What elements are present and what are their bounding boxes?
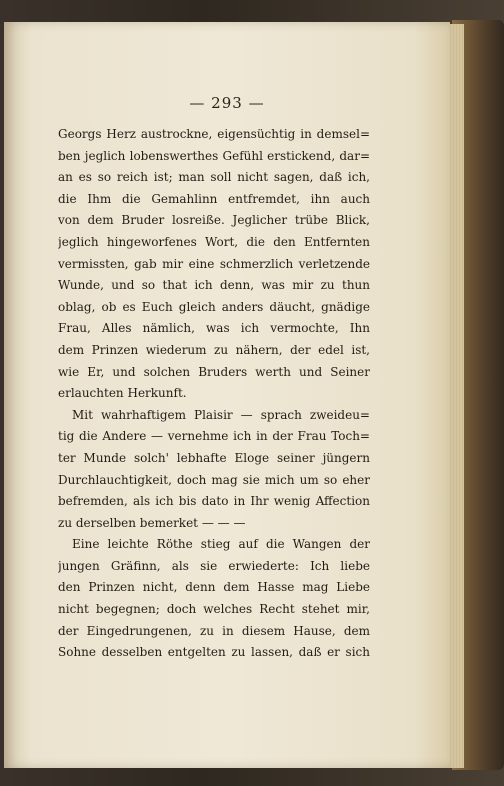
text-line: zu derselben bemerket — — — (58, 515, 246, 530)
text-line: dem Prinzen wiederum zu nähern, der edel ist, (58, 342, 370, 357)
text-line: Wunde, und so that ich denn, was mir zu thun (58, 278, 370, 293)
text-line: Georgs Herz austrockne, eigensüchtig in demsel= (58, 127, 370, 141)
text-line: jeglich hingeworfenes Wort, die den Entfernten (58, 234, 370, 249)
text-line: Eine leichte Röthe stieg auf die Wangen der (72, 537, 370, 552)
text-line: von dem Bruder losreiße. Jeglicher trübe Blick, (58, 213, 370, 228)
text-line: jungen Gräfinn, als sie erwiederte: Ich liebe (58, 558, 370, 573)
text-line: oblag, ob es Euch gleich anders däucht, gnädige (58, 299, 370, 314)
text-line: erlauchten Herkunft. (58, 386, 187, 401)
text-line: tig die Andere — vernehme ich in der Frau Toch= (58, 429, 370, 444)
text-line: befremden, als ich bis dato in Ihr wenig Affection (58, 494, 370, 509)
text-line: Frau, Alles nämlich, was ich vermochte, Ihn (58, 321, 370, 336)
text-line: ter Munde solch' lebhafte Eloge seiner jüngern (58, 450, 370, 465)
text-line: den Prinzen nicht, denn dem Hasse mag Liebe (58, 580, 370, 595)
body-text (58, 124, 370, 664)
text-line: Mit wahrhaftigem Plaisir — sprach zweideu= (72, 407, 370, 422)
text-line: vermissten, gab mir eine schmerzlich verletzende (58, 256, 370, 271)
text-line: ben jeglich lobenswerthes Gefühl erstickend, dar= (58, 148, 370, 163)
text-line: der Eingedrungenen, zu in diesem Hause, dem (58, 623, 370, 638)
text-line: an es so reich ist; man soll nicht sagen, daß ich, (58, 170, 370, 185)
text-line: Sohne desselben entgelten zu lassen, daß er sich (58, 645, 370, 660)
text-line: nicht begegnen; doch welches Recht stehet mir, (58, 602, 370, 617)
book-page (4, 22, 450, 768)
text-line: die Ihm die Gemahlinn entfremdet, ihn auch (58, 191, 370, 206)
text-line: Durchlauchtigkeit, doch mag sie mich um so eher (58, 472, 370, 487)
page-number: — 293 — (189, 94, 265, 112)
text-line: wie Er, und solchen Bruders werth und Seiner (58, 364, 370, 379)
